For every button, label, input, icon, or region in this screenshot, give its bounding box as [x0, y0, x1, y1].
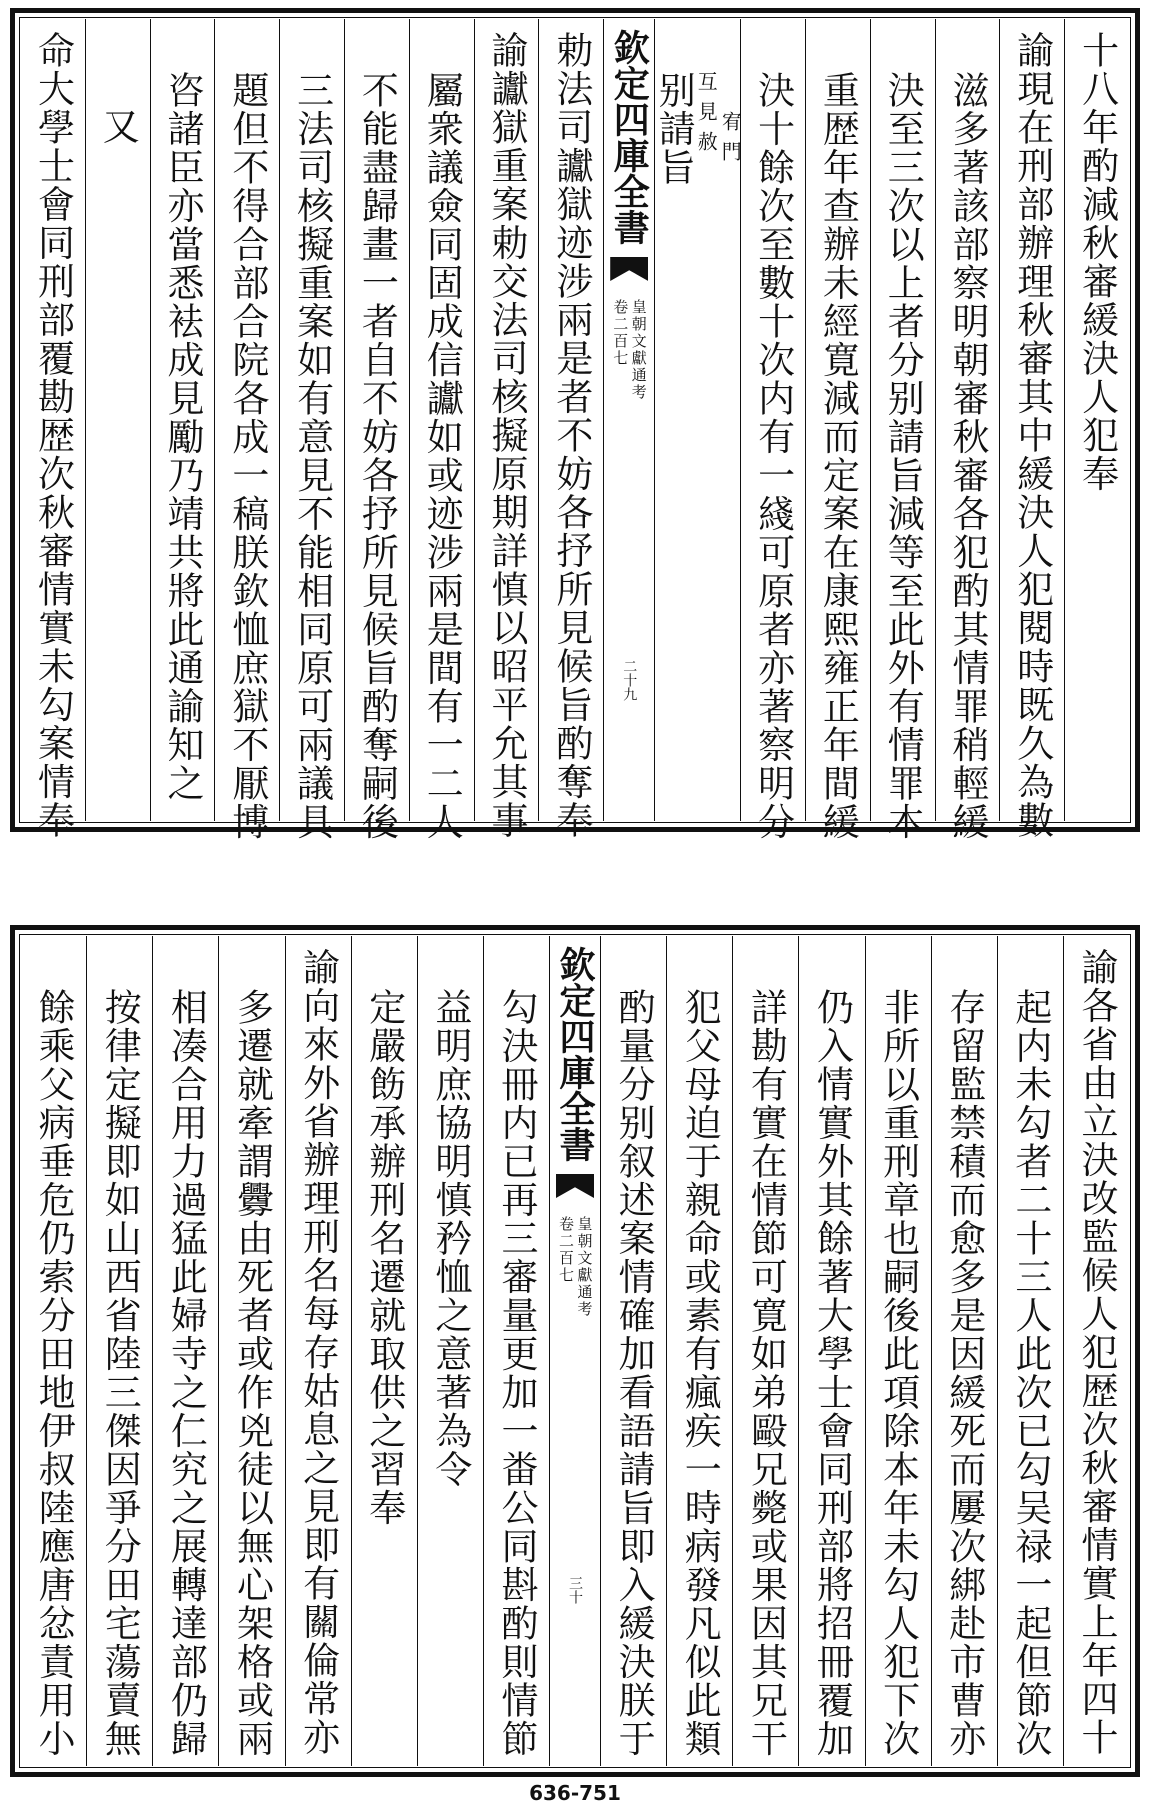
- upper-columns: [21, 19, 1129, 841]
- book-title: 欽定四庫全書: [554, 946, 596, 1162]
- text-column: 滋多著該部察明朝審秋審各犯酌其情罪稍輕緩: [935, 19, 1000, 821]
- series-label: 皇朝文獻通考: [575, 1216, 594, 1318]
- volume-label: 卷二百七: [557, 1216, 575, 1284]
- lower-columns: [21, 936, 1129, 1766]
- text-column: 詳勘有實在情節可寛如弟毆兄斃或果因其兄干: [732, 936, 798, 1766]
- fish-tail-mark: [556, 1174, 594, 1198]
- text-column: 命大學士會同刑部覆勘歴次秋審情實未勾案情奉: [31, 31, 75, 840]
- volume-label: 卷二百七: [611, 299, 630, 367]
- center-spine: [549, 936, 600, 1766]
- text-column: 仍入情實外其餘著大學士會同刑部將招冊覆加: [798, 936, 864, 1766]
- text-column: 定嚴飭承辦刑名遷就取供之習奉: [351, 936, 417, 1766]
- text-column: 益明庶協明慎矜恤之意著為令: [417, 936, 483, 1766]
- annotation-note: 宥門: [718, 111, 743, 171]
- annotation-note: 互見赦: [694, 71, 719, 161]
- lower-page: [10, 925, 1140, 1777]
- text-column: 餘乘父病垂危仍索分田地伊叔陸應唐忿責用小: [32, 988, 76, 1758]
- text-column: 重歴年查辦未經寛減而定案在康熙雍正年間緩: [805, 19, 870, 821]
- folio-number: 三十: [567, 1576, 583, 1604]
- text-column: 酌量分别叙述案情確加看語請旨即入緩決朕于: [600, 936, 666, 1766]
- text-column: 犯父母迫于親命或素有瘋疾一時病發凡似此類: [666, 936, 732, 1766]
- text-column: 多遷就牽謂釁由死者或作兇徒以無心架格或兩: [218, 936, 284, 1766]
- text-column: 起内未勾者二十三人此次已勾吴禄一起但節次: [997, 936, 1063, 1766]
- page-footer-number: 636-751: [529, 1781, 621, 1805]
- fish-tail-mark: [610, 257, 648, 281]
- text-column: 決至三次以上者分别請旨減等至此外有情罪本: [870, 19, 935, 821]
- center-spine: [603, 19, 654, 821]
- text-column: 屬衆議僉同固成信讞如或迹涉兩是間有一二人: [409, 19, 474, 821]
- folio-number: 二十九: [621, 659, 638, 701]
- text-column: 諭各省由立決改監候人犯歴次秋審情實上年四十: [1063, 936, 1129, 1766]
- text-column: 諭讞獄重案勅交法司核擬原期詳慎以昭平允其事: [474, 19, 539, 821]
- text-column-with-note: 别請旨 互見赦 宥門: [654, 19, 740, 821]
- text-column: 題但不得合部合院各成一稿朕欽恤庶獄不厭博: [214, 19, 279, 821]
- text-column: 存留監禁積而愈多是因緩死而屢次綁赴市曹亦: [931, 936, 997, 1766]
- text-column: 十八年酌減秋審緩決人犯奉: [1064, 19, 1129, 821]
- text-column: 決十餘次至數十次内有一綫可原者亦著察明分: [740, 19, 805, 821]
- text-column: 諭向來外省辦理刑名每存姑息之見即有關倫常亦: [285, 936, 351, 1766]
- book-title: 欽定四庫全書: [608, 29, 651, 245]
- series-label: 皇朝文獻通考: [629, 299, 648, 401]
- text-column: 非所以重刑章也嗣後此項除本年未勾人犯下次: [865, 936, 931, 1766]
- text-column: 不能盡歸畫一者自不妨各抒所見候旨酌奪嗣後: [344, 19, 409, 821]
- text-column: 按律定擬即如山西省陸三傑因爭分田宅蕩賣無: [86, 936, 152, 1766]
- upper-page: [10, 8, 1140, 841]
- text-column: 勅法司讞獄迹涉兩是者不妨各抒所見候旨酌奪奉: [538, 19, 603, 821]
- text-column: 相凑合用力過猛此婦寺之仁究之展轉達部仍歸: [152, 936, 218, 1766]
- text-column: 咨諸臣亦當悉袪成見勵乃靖共將此通諭知之: [150, 19, 215, 821]
- text-column: 勾決冊内已再三審量更加一畨公同斟酌則情節: [483, 936, 549, 1766]
- text-column: 三法司核擬重案如有意見不能相同原可兩議具: [279, 19, 344, 821]
- text-column: 又: [85, 19, 150, 821]
- text-column: 諭現在刑部辦理秋審其中緩決人犯閱時既久為數: [999, 19, 1064, 821]
